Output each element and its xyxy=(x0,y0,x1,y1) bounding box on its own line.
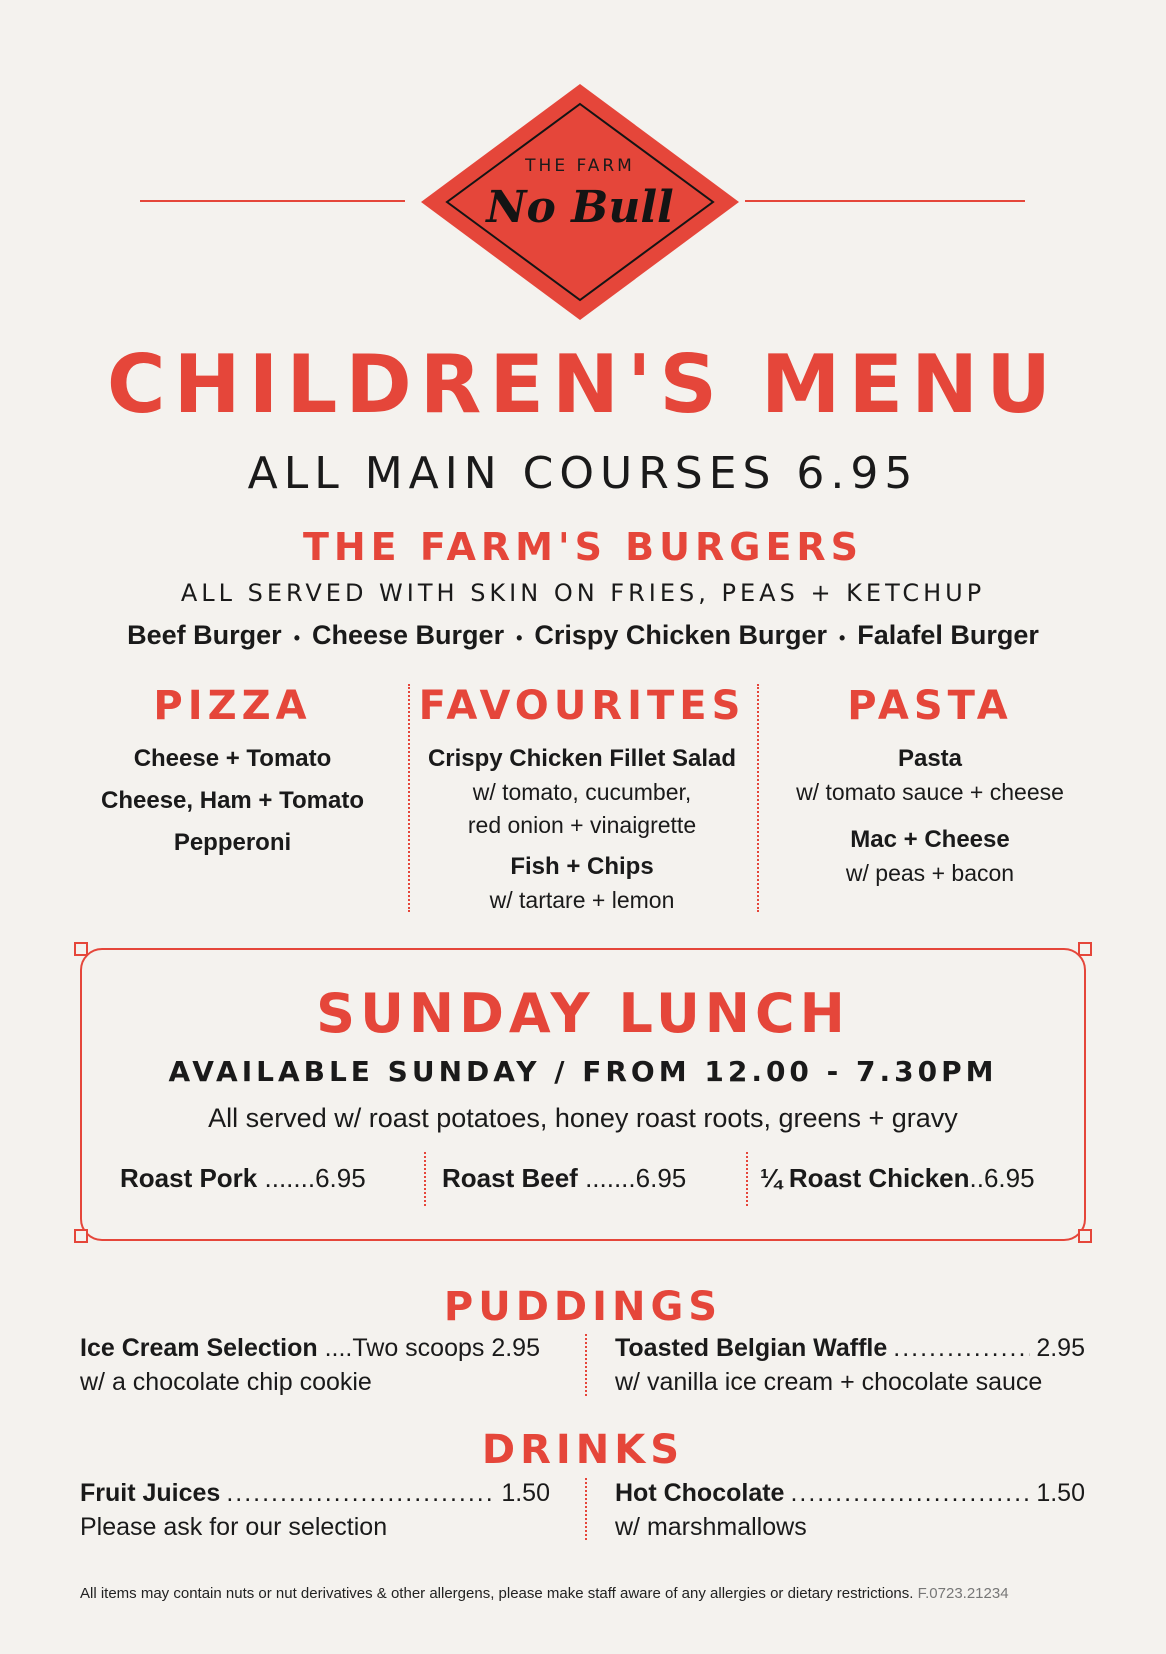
burger-item: Crispy Chicken Burger xyxy=(534,620,827,650)
favourites-item-desc: w/ tartare + lemon xyxy=(489,887,675,913)
favourites-item-name: Fish + Chips xyxy=(510,853,654,880)
pudding-item-price: 2.95 xyxy=(1036,1334,1085,1362)
box-corner-ornament xyxy=(74,1229,88,1243)
logo-rule-right xyxy=(745,200,1025,202)
burgers-subheading: ALL SERVED WITH SKIN ON FRIES, PEAS + KETCHUP xyxy=(180,579,986,607)
drinks-heading: DRINKS xyxy=(481,1427,685,1473)
footer-text: All items may contain nuts or nut derivatives & other allergens, please make staff aware of any allergies or dietary restrictions. xyxy=(80,1585,914,1602)
box-corner-ornament xyxy=(1078,942,1092,956)
pizza-item: Cheese, Ham + Tomato xyxy=(101,787,364,814)
favourites-item-desc: red onion + vinaigrette xyxy=(467,812,697,838)
favourites-item-desc: w/ tomato, cucumber, xyxy=(472,779,692,805)
roast-item-name: Roast Pork xyxy=(120,1163,258,1193)
logo xyxy=(419,82,741,322)
column-divider xyxy=(408,684,410,912)
logo-script-text: No Bull xyxy=(486,182,674,233)
pizza-section xyxy=(80,680,385,860)
roast-item-name: ¼ Roast Chicken xyxy=(760,1163,970,1193)
roast-item-price: 6.95 xyxy=(635,1163,687,1193)
bullet-separator: • xyxy=(516,628,523,648)
sunday-subheading: AVAILABLE SUNDAY / FROM 12.00 - 7.30PM xyxy=(168,1055,998,1088)
roast-item xyxy=(120,1160,366,1196)
drink-item-price: 1.50 xyxy=(1036,1479,1085,1507)
pasta-heading: PASTA xyxy=(847,683,1013,729)
column-divider xyxy=(585,1478,587,1540)
drink-item-desc: Please ask for our selection xyxy=(80,1513,388,1541)
burgers-heading: THE FARM'S BURGERS xyxy=(302,525,864,569)
favourites-section xyxy=(412,680,752,917)
pudding-item-desc: w/ vanilla ice cream + chocolate sauce xyxy=(615,1368,1043,1396)
burger-item: Cheese Burger xyxy=(312,620,505,650)
dot-leader xyxy=(893,1331,1030,1365)
pizza-item: Cheese + Tomato xyxy=(133,745,332,772)
column-divider xyxy=(424,1152,426,1206)
allergen-footer xyxy=(80,1584,1009,1604)
box-corner-ornament xyxy=(1078,1229,1092,1243)
pasta-item-name: Pasta xyxy=(897,745,963,772)
puddings-heading: PUDDINGS xyxy=(443,1284,723,1330)
box-corner-ornament xyxy=(74,942,88,956)
roast-item-name: Roast Beef xyxy=(442,1163,578,1193)
drink-item-name: Hot Chocolate xyxy=(615,1479,785,1507)
pasta-item-desc: w/ peas + bacon xyxy=(845,860,1015,886)
roast-item-price: 6.95 xyxy=(315,1163,366,1193)
pudding-item-price: Two scoops 2.95 xyxy=(352,1334,540,1362)
drink-item-price: 1.50 xyxy=(501,1479,550,1507)
pizza-heading: PIZZA xyxy=(153,683,312,729)
footer-code: F.0723.21234 xyxy=(917,1585,1009,1602)
drink-item-desc: w/ marshmallows xyxy=(615,1513,807,1541)
dot-leader: .... xyxy=(324,1334,353,1362)
page-subtitle: ALL MAIN COURSES 6.95 xyxy=(247,448,919,499)
drink-item xyxy=(615,1476,1085,1544)
dot-leader: .. xyxy=(969,1163,984,1193)
logo-small-text: THE FARM xyxy=(525,156,635,176)
dot-leader xyxy=(226,1476,495,1510)
pizza-item: Pepperoni xyxy=(173,829,292,856)
pasta-item-name: Mac + Cheese xyxy=(850,826,1010,853)
drink-item-name: Fruit Juices xyxy=(80,1479,221,1507)
roast-item xyxy=(442,1160,686,1196)
burger-list xyxy=(0,617,1166,656)
pudding-item-name: Toasted Belgian Waffle xyxy=(615,1334,888,1362)
column-divider xyxy=(757,684,759,912)
drink-item xyxy=(80,1476,550,1544)
burger-item: Falafel Burger xyxy=(857,620,1039,650)
dot-leader: ....... xyxy=(264,1163,316,1193)
burger-item: Beef Burger xyxy=(127,620,282,650)
dot-leader xyxy=(790,1476,1030,1510)
favourites-item-name: Crispy Chicken Fillet Salad xyxy=(427,745,737,772)
bullet-separator: • xyxy=(838,628,846,648)
pudding-item xyxy=(80,1331,540,1399)
roast-item xyxy=(760,1160,1035,1196)
pasta-section xyxy=(770,680,1090,890)
pudding-item xyxy=(615,1331,1085,1399)
pudding-item-desc: w/ a chocolate chip cookie xyxy=(80,1368,372,1396)
favourites-heading: FAVOURITES xyxy=(418,683,746,729)
bullet-separator: • xyxy=(293,628,300,648)
roast-item-price: 6.95 xyxy=(983,1163,1035,1193)
dot-leader: ....... xyxy=(585,1163,636,1193)
column-divider xyxy=(746,1152,748,1206)
pasta-item-desc: w/ tomato sauce + cheese xyxy=(796,779,1064,805)
column-divider xyxy=(585,1334,587,1396)
page-title: CHILDREN'S MENU xyxy=(106,338,1060,431)
sunday-heading: SUNDAY LUNCH xyxy=(316,982,850,1045)
sunday-description: All served w/ roast potatoes, honey roast roots, greens + gravy xyxy=(208,1103,958,1133)
logo-rule-left xyxy=(140,200,405,202)
pudding-item-name: Ice Cream Selection xyxy=(80,1334,318,1362)
